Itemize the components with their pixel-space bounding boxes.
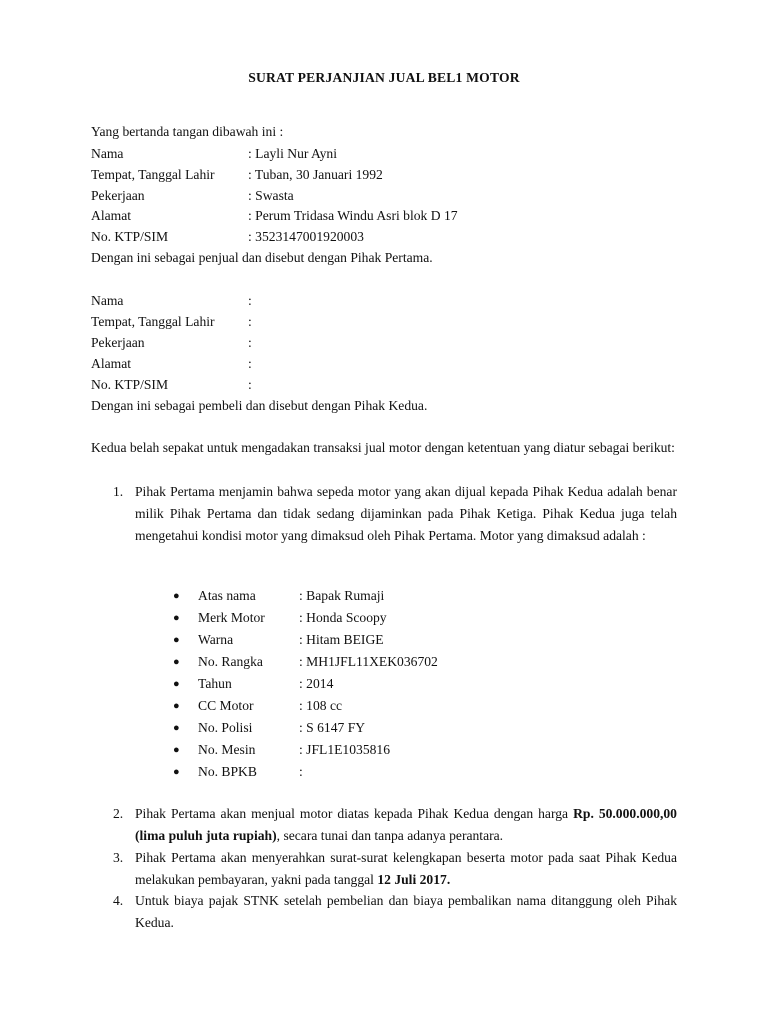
clause-number: 3. [113,850,124,865]
motor-value: : 2014 [299,676,334,691]
bullet-icon: ● [173,700,180,712]
price-text: Rp. 50.000.000,00 (lima puluh juta rupiah) [135,806,677,843]
field-value: : [248,356,252,371]
clause-text [135,803,677,847]
motor-label: Warna [198,632,234,647]
motor-value: : JFL1E1035816 [299,742,391,757]
field-label: Tempat, Tanggal Lahir [91,314,215,329]
motor-label: Tahun [198,676,232,691]
document-title: SURAT PERJANJIAN JUAL BEL1 MOTOR [248,70,520,85]
field-label: Nama [91,146,124,161]
motor-label: No. BPKB [198,764,257,779]
party1-note: Dengan ini sebagai penjual dan disebut dengan Pihak Pertama. [91,250,433,265]
field-value: : Tuban, 30 Januari 1992 [248,167,383,182]
bullet-icon: ● [173,634,180,646]
agreement-intro: Kedua belah sepakat untuk mengadakan transaksi jual motor dengan ketentuan yang diatur sebagai berikut: [91,440,675,455]
motor-value: : [299,764,303,779]
field-value: : [248,314,252,329]
field-label: No. KTP/SIM [91,229,169,244]
motor-value: : Hitam BEIGE [299,632,384,647]
motor-label: Atas nama [198,588,256,603]
field-label: Alamat [91,208,132,223]
motor-value: : Bapak Rumaji [299,588,385,603]
field-value: : [248,293,252,308]
field-label: Pekerjaan [91,188,145,203]
motor-label: CC Motor [198,698,254,713]
field-label: Tempat, Tanggal Lahir [91,167,215,182]
field-label: Nama [91,293,124,308]
clause-text-post: , secara tunai dan tanpa adanya perantara. [276,827,504,843]
motor-label: No. Polisi [198,720,253,735]
bullet-icon: ● [173,678,180,690]
clause-number: 1. [113,484,124,499]
clause-text-pre: Pihak Pertama akan menjual motor diatas kepada Pihak Kedua dengan harga [135,806,574,821]
clause-number: 2. [113,806,124,821]
clause-text-pre: Pihak Pertama akan menyerahkan surat-surat kelengkapan beserta motor pada saat Pihak Kedua melakukan pembayaran, yakni pada tanggal [135,850,677,887]
bullet-icon: ● [173,722,180,734]
motor-label: No. Mesin [198,742,256,757]
motor-value: : MH1JFL11XEK036702 [299,654,438,669]
intro-text: Yang bertanda tangan dibawah ini : [91,124,284,139]
clause-number: 4. [113,893,124,908]
bullet-icon: ● [173,744,180,756]
field-value: : [248,335,252,350]
field-label: Alamat [91,356,132,371]
motor-value: : Honda Scoopy [299,610,387,625]
bullet-icon: ● [173,612,180,624]
motor-value: : S 6147 FY [299,720,366,735]
bullet-icon: ● [173,590,180,602]
field-value: : [248,377,252,392]
field-label: No. KTP/SIM [91,377,169,392]
field-value: : 3523147001920003 [248,229,364,244]
motor-value: : 108 cc [299,698,343,713]
field-label: Pekerjaan [91,335,145,350]
field-value: : Layli Nur Ayni [248,146,337,161]
date-text: 12 Juli 2017. [377,871,451,887]
party2-note: Dengan ini sebagai pembeli dan disebut dengan Pihak Kedua. [91,398,428,413]
bullet-icon: ● [173,766,180,778]
field-value: : Perum Tridasa Windu Asri blok D 17 [248,208,458,223]
clause-text [135,847,677,891]
bullet-icon: ● [173,656,180,668]
clause-text: Untuk biaya pajak STNK setelah pembelian dan biaya pembalikan nama ditanggung oleh Pihak Kedua. [135,893,677,930]
motor-label: Merk Motor [198,610,265,625]
field-value: : Swasta [248,188,294,203]
clause-text: Pihak Pertama menjamin bahwa sepeda motor yang akan dijual kepada Pihak Kedua adalah benar milik Pihak Pertama dan tidak sedang dijaminkan pada Pihak Ketiga. Pihak Kedua juga telah mengetahui kondisi motor yang dimaksud oleh Pihak Pertama. Motor yang dimaksud adalah : [135,484,677,543]
motor-label: No. Rangka [198,654,263,669]
